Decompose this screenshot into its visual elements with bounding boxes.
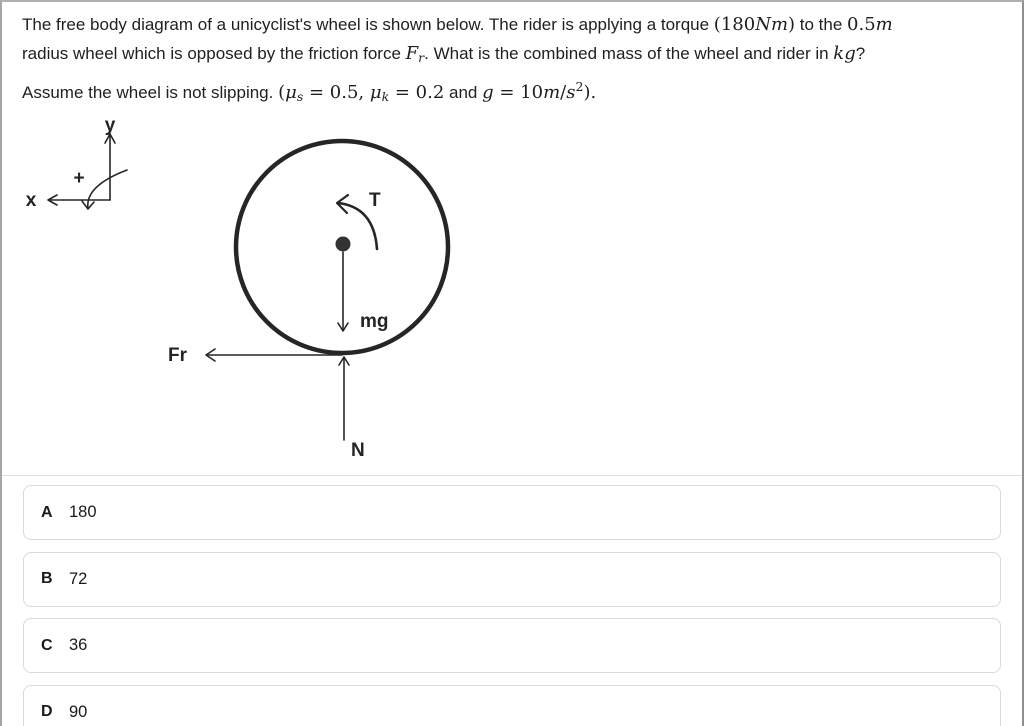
friction-label: Fr bbox=[168, 345, 187, 366]
answer-option-c[interactable] bbox=[23, 618, 1001, 673]
answer-letter: C bbox=[41, 636, 53, 654]
question-segment: ? bbox=[855, 44, 866, 63]
x-axis-label: x bbox=[25, 190, 37, 211]
axle-hub-dot bbox=[336, 237, 351, 252]
question-segment: ) bbox=[788, 14, 796, 35]
question-text bbox=[2, 2, 1022, 111]
answer-option-a[interactable] bbox=[23, 485, 1001, 540]
question-segment: The free body diagram of a unicyclist's wheel is shown below. The rider is applying a torque bbox=[22, 15, 714, 34]
y-axis-arrowhead-icon bbox=[105, 134, 115, 143]
answer-list bbox=[23, 485, 1001, 726]
question-segment: (180 bbox=[713, 14, 756, 35]
question-segment: μ bbox=[285, 82, 297, 103]
answer-letter: B bbox=[41, 570, 53, 587]
answer-option-d[interactable] bbox=[23, 685, 1001, 726]
question-line bbox=[22, 72, 1002, 111]
torque-label: T bbox=[369, 190, 381, 211]
question-segment: / bbox=[560, 82, 567, 103]
question-segment: and bbox=[444, 83, 483, 102]
question-segment: 0.5 bbox=[847, 14, 876, 35]
question-segment: . What is the combined mass of the wheel and rider in bbox=[424, 44, 834, 63]
answer-value: 180 bbox=[69, 503, 97, 521]
weight-label: mg bbox=[360, 311, 389, 332]
question-segment: m bbox=[543, 82, 561, 103]
question-answers-divider bbox=[2, 475, 1022, 476]
question-segment: s bbox=[296, 89, 304, 104]
question-segment: kg bbox=[833, 43, 856, 64]
question-segment: ). bbox=[583, 82, 597, 103]
rotation-direction-arrow bbox=[88, 170, 127, 208]
y-axis-label: y bbox=[104, 115, 116, 136]
question-segment: radius wheel which is opposed by the friction force bbox=[22, 44, 406, 63]
answer-letter: D bbox=[41, 703, 53, 720]
answer-value: 90 bbox=[69, 702, 88, 721]
rotation-arrowhead-icon bbox=[82, 201, 94, 209]
answer-value: 72 bbox=[69, 569, 88, 588]
question-segment: g bbox=[482, 82, 494, 103]
torque-arrowhead-icon bbox=[337, 195, 348, 213]
question-segment: ( bbox=[278, 82, 286, 103]
answer-letter: A bbox=[41, 503, 53, 521]
question-line bbox=[22, 39, 1002, 72]
weight-arrowhead-icon bbox=[338, 323, 348, 331]
question-segment: μ bbox=[369, 82, 382, 103]
x-axis-arrowhead-icon bbox=[48, 195, 57, 205]
question-segment: k bbox=[381, 89, 390, 104]
question-segment: Assume the wheel is not slipping. bbox=[22, 83, 279, 102]
wheel-circle bbox=[236, 141, 448, 353]
question-segment: Nm bbox=[755, 14, 789, 35]
question-segment: = 0.5, bbox=[303, 82, 370, 103]
question-segment: to the bbox=[795, 15, 848, 34]
question-segment: r bbox=[418, 50, 425, 65]
friction-arrowhead-icon bbox=[206, 349, 215, 361]
question-segment: s bbox=[566, 82, 576, 103]
question-segment: = 0.2 bbox=[389, 82, 445, 103]
answer-value: 36 bbox=[69, 636, 88, 654]
question-segment: = 10 bbox=[493, 82, 544, 103]
normal-arrowhead-icon bbox=[339, 357, 349, 365]
normal-label: N bbox=[351, 440, 365, 461]
answer-option-b[interactable] bbox=[23, 552, 1001, 607]
question-segment: m bbox=[875, 14, 893, 35]
plus-sign-label: + bbox=[73, 168, 85, 189]
question-segment: 2 bbox=[575, 79, 584, 94]
question-segment: F bbox=[405, 43, 419, 64]
question-line bbox=[22, 10, 1002, 39]
torque-arc bbox=[338, 203, 377, 249]
